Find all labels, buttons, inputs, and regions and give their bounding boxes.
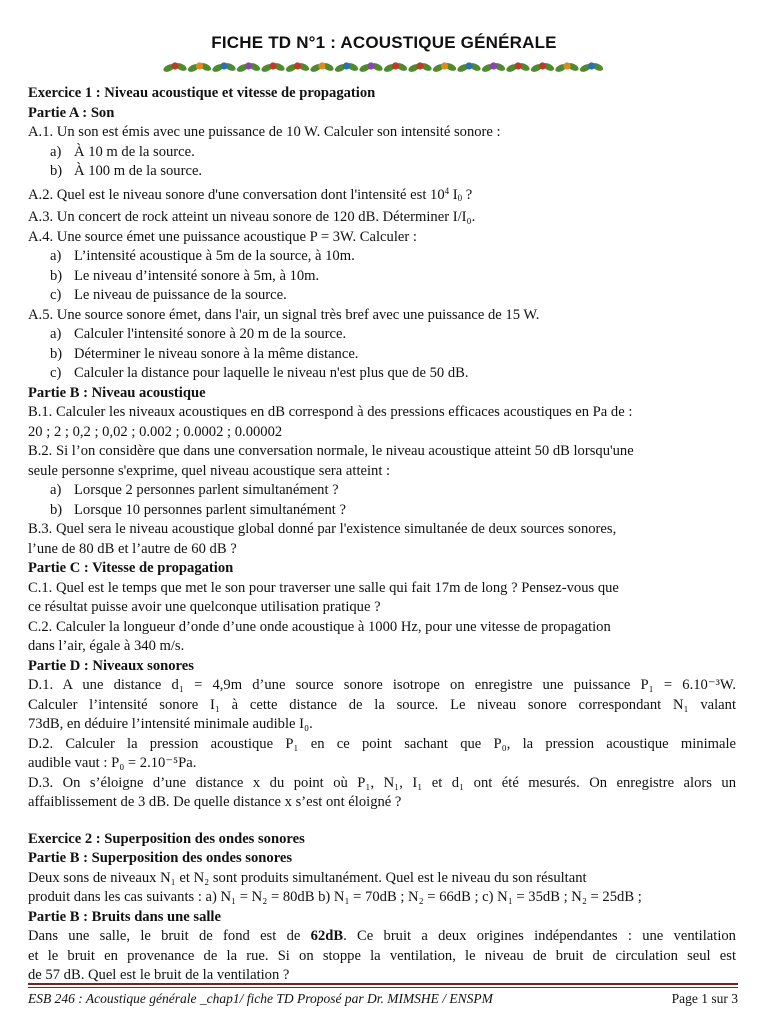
- question-a1: A.1. Un son est émis avec une puissance de 10 W. Calculer son intensité sonore :: [28, 124, 501, 140]
- list-item-text: Lorsque 10 personnes parlent simultanément ?: [74, 501, 346, 518]
- b2-items: [28, 481, 736, 520]
- question-d2-line1: D.2. Calculer la pression acoustique P₁ en ce point sachant que P₀, la pression acoustique minimale: [28, 735, 736, 752]
- list-item-text: Calculer l'intensité sonore à 20 m de la source.: [74, 326, 347, 342]
- ornament-flower: [367, 62, 374, 69]
- question-d3-line2: affaiblissement de 3 dB. De quelle distance x s’est ont éloigné ?: [28, 794, 402, 810]
- ornament-flower: [490, 62, 497, 69]
- list-item: [28, 345, 736, 365]
- question-b1-line1: B.1. Calculer les niveaux acoustiques en dB correspond à des pressions efficaces acoustiques en Pa de :: [28, 404, 633, 420]
- exercise-content: [28, 84, 736, 986]
- ornament-flower: [196, 62, 203, 69]
- bruits-line2: et le bruit en provenance de la rue. Si on stoppe la ventilation, le niveau de bruit de circulation seul est: [28, 947, 736, 964]
- list-item-text: À 100 m de la source.: [74, 163, 203, 179]
- exercise-1-heading: Exercice 1 : Niveau acoustique et vitesse de propagation: [28, 85, 376, 101]
- part-d-heading: Partie D : Niveaux sonores: [28, 657, 194, 674]
- bruits-line3: de 57 dB. Quel est le bruit de la ventilation ?: [28, 967, 290, 983]
- ornament-flower: [539, 62, 546, 69]
- a5-items: [28, 325, 736, 384]
- list-item-text: À 10 m de la source.: [74, 143, 195, 160]
- question-c1-line2: ce résultat puisse avoir une quelconque utilisation pratique ?: [28, 599, 381, 615]
- question-d3-line1: D.3. On s’éloigne d’une distance x du point où P₁, N₁, I₁ et d₁ ont été mesurés. On enregistre alors un: [28, 774, 736, 791]
- ornament-flower: [245, 62, 252, 69]
- question-c2-line2: dans l’air, égale à 340 m/s.: [28, 638, 185, 654]
- page-number: Page 1 sur 3: [671, 991, 738, 1006]
- list-item: [28, 501, 736, 521]
- part-b-heading: Partie B : Niveau acoustique: [28, 384, 206, 401]
- list-item-text: Lorsque 2 personnes parlent simultanément ?: [74, 482, 339, 498]
- question-b1-line2: 20 ; 2 ; 0,2 ; 0,02 ; 0.002 ; 0.0002 ; 0.00002: [28, 423, 283, 440]
- ornament-flower: [171, 62, 178, 69]
- ornament-flower: [294, 62, 301, 69]
- ornament-flower: [269, 62, 276, 69]
- exercise-2-heading: Exercice 2 : Superposition des ondes sonores: [28, 830, 305, 847]
- question-c2-line1: C.2. Calculer la longueur d’onde d’une onde acoustique à 1000 Hz, pour une vitesse de propagation: [28, 618, 611, 635]
- list-item-text: Déterminer le niveau sonore à la même distance.: [74, 345, 359, 362]
- ornament-flower: [465, 62, 472, 69]
- list-item: [28, 162, 736, 182]
- question-d1-line2: Calculer l’intensité sonore I₁ à cette distance de la source. Le niveau sonore correspondant N₁ valant: [28, 696, 736, 713]
- list-item-label: a): [50, 143, 62, 160]
- ornament-flower: [441, 62, 448, 69]
- list-item-label: a): [50, 326, 62, 342]
- ornament-flower: [588, 62, 595, 69]
- list-item: [28, 481, 736, 501]
- list-item-label: b): [50, 163, 63, 179]
- list-item-label: c): [50, 365, 62, 381]
- list-item-text: Le niveau d’intensité sonore à 5m, à 10m.: [74, 267, 320, 284]
- footer-course-info: ESB 246 : Acoustique générale _chap1/ fiche TD Proposé par Dr. MIMSHE / ENSPM: [28, 991, 493, 1006]
- list-item-label: a): [50, 248, 62, 264]
- question-d2-line2: audible vaut : P₀ = 2.10⁻⁵Pa.: [28, 755, 197, 771]
- question-a2: A.2. Quel est le niveau sonore d'une conversation dont l'intensité est $10^4$ $I_0$ ?: [28, 185, 473, 203]
- list-item-text: Calculer la distance pour laquelle le niveau n'est plus que de 50 dB.: [74, 365, 469, 381]
- question-b3-line2: l’une de 80 dB et l’autre de 60 dB ?: [28, 540, 237, 557]
- ornament-flower: [318, 62, 325, 69]
- list-item: [28, 247, 736, 267]
- question-b3-line1: B.3. Quel sera le niveau acoustique global donné par l'existence simultanée de deux sources sonores,: [28, 521, 617, 537]
- question-d1-line1: D.1. A une distance d₁ = 4,9m d’une source sonore isotrope on enregistre une puissance P₁ = 6.10⁻³W.: [28, 677, 736, 693]
- ornament-flower: [392, 62, 399, 69]
- question-b2-line2: seule personne s'exprime, quel niveau acoustique sera atteint :: [28, 462, 391, 479]
- ornament-flower: [563, 62, 570, 69]
- bruits-line1: Dans une salle, le bruit de fond est de 62dB. Ce bruit a deux origines indépendantes : une ventilation: [28, 928, 736, 944]
- list-item: [28, 267, 736, 287]
- part-b-superposition-heading: Partie B : Superposition des ondes sonores: [28, 850, 293, 866]
- ornament-flower: [343, 62, 350, 69]
- part-b-bruits-heading: Partie B : Bruits dans une salle: [28, 908, 221, 925]
- superposition-line2: produit dans les cas suivants : a) N₁ = N₂ = 80dB b) N₁ = 70dB ; N₂ = 66dB ; c) N₁ = 35dB ; N₂ = 25dB ;: [28, 889, 642, 905]
- footer-rule: [28, 983, 738, 985]
- footer-rule-thin: [28, 987, 738, 988]
- ornament-flower: [220, 62, 227, 69]
- list-item-label: c): [50, 287, 62, 303]
- question-a5: A.5. Une source sonore émet, dans l'air, un signal très bref avec une puissance de 15 W.: [28, 306, 540, 323]
- a4-items: [28, 247, 736, 306]
- list-item: [28, 286, 736, 306]
- part-a-heading: Partie A : Son: [28, 104, 115, 121]
- list-item-label: b): [50, 267, 63, 284]
- list-item: [28, 325, 736, 345]
- question-a4: A.4. Une source émet une puissance acoustique P = 3W. Calculer :: [28, 228, 417, 245]
- question-b2-line1: B.2. Si l’on considère que dans une conversation normale, le niveau acoustique atteint 50 dB lorsqu'une: [28, 443, 634, 459]
- page-title: FICHE TD N°1 : ACOUSTIQUE GÉNÉRALE: [211, 33, 557, 52]
- page-footer: [28, 991, 738, 1007]
- list-item-label: b): [50, 501, 63, 518]
- question-d1-line3: 73dB, en déduire l’intensité minimale audible I₀.: [28, 716, 313, 732]
- decorative-divider: [163, 58, 607, 76]
- superposition-line1: Deux sons de niveaux N₁ et N₂ sont produits simultanément. Quel est le niveau du son résultant: [28, 869, 587, 886]
- list-item: [28, 364, 736, 384]
- list-item-text: Le niveau de puissance de la source.: [74, 287, 287, 303]
- a1-items: [28, 143, 736, 182]
- ornament-flower: [416, 62, 423, 69]
- question-a3: A.3. Un concert de rock atteint un niveau sonore de 120 dB. Déterminer I/I₀.: [28, 209, 476, 225]
- list-item: [28, 143, 736, 163]
- list-item-label: a): [50, 482, 62, 498]
- list-item-text: L’intensité acoustique à 5m de la source, à 10m.: [74, 248, 355, 264]
- question-c1-line1: C.1. Quel est le temps que met le son pour traverser une salle qui fait 17m de long ? Pensez-vous que: [28, 579, 619, 596]
- list-item-label: b): [50, 345, 63, 362]
- part-c-heading: Partie C : Vitesse de propagation: [28, 560, 234, 576]
- ornament-flower: [514, 62, 521, 69]
